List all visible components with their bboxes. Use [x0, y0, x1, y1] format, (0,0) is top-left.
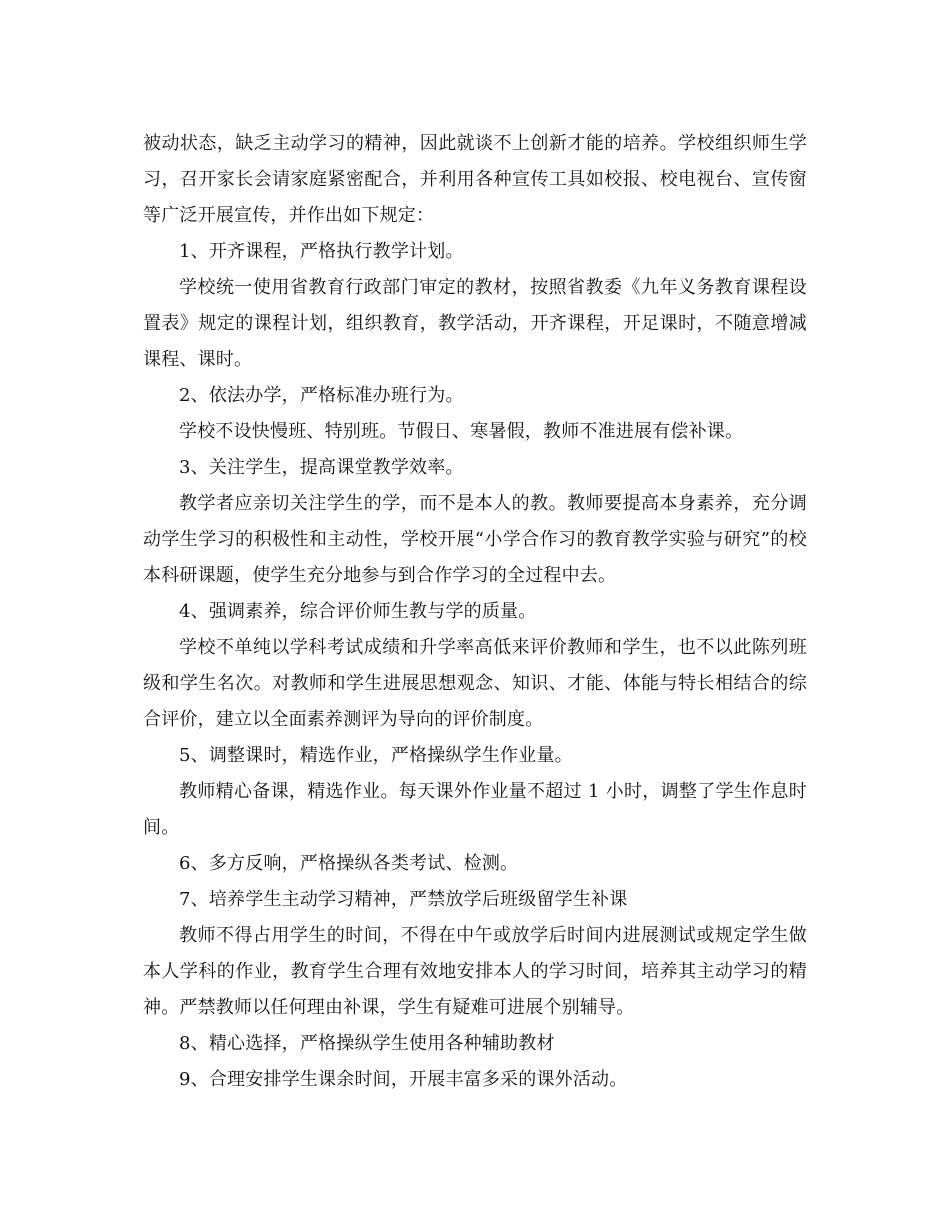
rule-item-8-heading: 8、精心选择，严格操纵学生使用各种辅助教材: [179, 1033, 555, 1054]
rule-item-4-heading: 4、强调素养，综合评价师生教与学的质量。: [179, 601, 537, 622]
rule-item-7-body: 教师不得占用学生的时间，不得在中午或放学后时间内进展测试或规定学生做本人学科的作业，教育学生合理有效地安排本人的学习时间，培养其主动学习的精神。严禁教师以任何理由补课，学生有疑难可进展个别辅导。: [143, 925, 807, 1018]
rule-item-7-heading: 7、培养学生主动学习精神，严禁放学后班级留学生补课: [179, 889, 628, 910]
rule-item-1-body: 学校统一使用省教育行政部门审定的教材，按照省教委《九年义务教育课程设置表》规定的课程计划，组织教育，教学活动，开齐课程，开足课时，不随意增减课程、课时。: [143, 277, 807, 370]
rule-item-2-body: 学校不设快慢班、特别班。节假日、寒暑假，教师不准进展有偿补课。: [179, 421, 744, 442]
rule-item-5-body: 教师精心备课，精选作业。每天课外作业量不超过 1 小时，调整了学生作息时间。: [143, 781, 807, 838]
rule-item-5-heading: 5、调整课时，精选作业，严格操纵学生作业量。: [179, 745, 573, 766]
rule-item-6-heading: 6、多方反响，严格操纵各类考试、检测。: [179, 853, 519, 874]
document-body: [143, 126, 807, 1098]
rule-item-4-body: 学校不单纯以学科考试成绩和升学率高低来评价教师和学生，也不以此陈列班级和学生名次。对教师和学生进展思想观念、知识、才能、体能与特长相结合的综合评价，建立以全面素养测评为导向的评价制度。: [143, 637, 807, 730]
paragraph-continuation: 被动状态，缺乏主动学习的精神，因此就谈不上创新才能的培养。学校组织师生学习，召开家长会请家庭紧密配合，并利用各种宣传工具如校报、校电视台、宣传窗等广泛开展宣传，并作出如下规定：: [143, 133, 807, 226]
rule-item-3-body: 教学者应亲切关注学生的学，而不是本人的教。教师要提高本身素养，充分调动学生学习的积极性和主动性，学校开展“小学合作习的教育教学实验与研究”的校本科研课题，使学生充分地参与到合作学习的全过程中去。: [143, 493, 807, 586]
rule-item-2-heading: 2、依法办学，严格标准办班行为。: [179, 385, 464, 406]
rule-item-1-heading: 1、开齐课程，严格执行教学计划。: [179, 241, 464, 262]
rule-item-9-heading: 9、合理安排学生课余时间，开展丰富多采的课外活动。: [179, 1069, 628, 1090]
rule-item-3-heading: 3、关注学生，提高课堂教学效率。: [179, 457, 464, 478]
